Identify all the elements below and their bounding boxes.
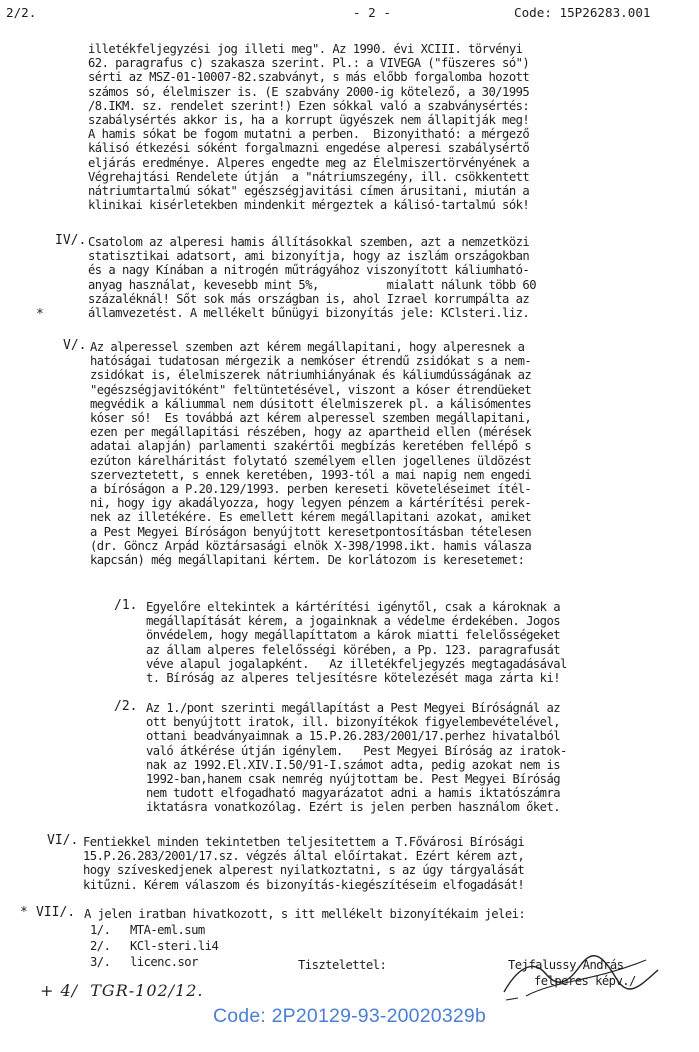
section-v-line: szerveztetett, s ennek keretében, 1993-tól a mai napig nem engedi [90, 467, 532, 482]
sub-2-line: ott benyújtott iratok, ill. bizonyítékok figyelembevételével, [146, 715, 561, 730]
section-iv-paragraph [88, 235, 536, 320]
section-vi-marker: VI/. [47, 833, 79, 848]
section-vi-line: Fentiekkel minden tekintetben teljesitettem a T.Fővárosi Bírósági [83, 835, 525, 849]
section-v-line: ezúton kárelháritást folytató személyem ellen jogellenes üldözést [90, 453, 532, 468]
sub-1-line: t. Bíróság az alperes teljesítésre kötelezését maga zárta ki! [146, 671, 561, 686]
document-code: Code: 15P26283.001 [514, 5, 651, 20]
attachment-number: 2/. [90, 939, 111, 953]
intro-line: A hamis sókat be fogom mutatni a perben. Bizonyitható: a mérgező [88, 127, 530, 142]
section-v-line: zsidókat is, élelmiszerek nátriumhiányának és káliumdússágának az [90, 368, 532, 383]
section-iv-line: Csatolom az alperesi hamis állításokkal szemben, azt a nemzetközi [88, 235, 530, 249]
sub-1-line: megállapítását kérem, a jogainknak a védelme érdekében. Jogos [146, 614, 561, 629]
section-iv-line: százaléknál! Sőt sok más országban is, ahol Izrael korrumpálta az [88, 291, 530, 306]
handwritten-signature [496, 952, 666, 1002]
sub-2-line: iktatásra vonatkozólag. Ezért is jelen perben használom őket. [146, 800, 561, 815]
sub-1-line: az állam alperes felelősségi körében, a Pp. 123. paragrafusát [146, 642, 561, 657]
section-v-line: ezen per megállapitási részében, hogy az apartheid ellen (mérések [90, 425, 532, 440]
intro-line: szabálysértés akkor is, ha a korrupt ügyészek nem állapitják meg! [88, 113, 530, 128]
page-center-number: - 2 - [353, 5, 391, 20]
section-iv-star: * [36, 307, 44, 322]
section-v-line: a Pest Megyei Bíróságon benyújtott keresetpontosításban tételesen [90, 524, 532, 539]
footer-code: Code: 2P20129-93-20020329b [212, 1005, 486, 1027]
sub-1-paragraph [146, 600, 567, 685]
section-v-line: kapcsán) még megállapitani kértem. De korlátozom is keresetemet: [90, 553, 525, 568]
intro-line: kálisó étkezési sóként forgalmazni engedése alperesi szabálysértő [88, 141, 530, 156]
page-number: 2/2. [6, 5, 37, 20]
attachment-label: licenc.sor [130, 955, 198, 969]
sub-2-marker: /2. [114, 699, 138, 714]
sub-2-line: Az 1./pont szerinti megállapítást a Pest Megyei Bíróságnál az [146, 701, 561, 715]
attachment-label: MTA-eml.sum [130, 923, 205, 937]
sub-1-line: önvédelem, hogy megállapíttatom a károk miatti felelősségeket [146, 628, 561, 643]
intro-line: számos só, élelmiszer is. (E szabvány 2000-ig kötelező, a 30/1995 [88, 84, 530, 99]
sub-2-line: ottani beadványaimnak a 15.P.26.283/2001/17.perhez hivatalból [146, 729, 561, 744]
section-iv-line: államvezetést. A mellékelt bűnügyi bizonyítás jele: KClsteri.liz. [88, 306, 530, 321]
section-iv-line: statisztikai adatsort, ami bizonyítja, hogy az iszlám országokban [88, 249, 530, 264]
attachment-number: 3/. [90, 955, 111, 969]
sub-2-line: való átkérése útján igénylem. Pest Megyei Bíróság az iratok- [146, 743, 567, 758]
signature-role: felperes képv./ [534, 974, 636, 988]
intro-line: /8.IKM. sz. rendelet szerint!) Ezen sókkal való a szabványsértés: [88, 98, 530, 113]
intro-line: 62. paragrafus c) szakasza szerint. Pl.: a VIVEGA ("füszeres só") [88, 56, 530, 71]
section-vi-paragraph [83, 835, 524, 892]
section-iv-line: anyag használat, kevesebb mint 5%, mialatt nálunk több 60 [88, 277, 536, 292]
intro-line: sérti az MSZ-01-10007-82.szabványt, s más előbb forgalomba hozott [88, 70, 530, 85]
intro-line: klinikai kisérletekben mindenkit mérgeztek a kálisó-tartalmú sók! [88, 198, 530, 213]
section-v-line: ni, hogy igy akadályozza, hogy legyen pénzem a kártérítési perek- [90, 496, 532, 511]
section-vi-line: hogy szíveskedjenek alperest nyilatkoztatni, s az úgy tárgyalását [83, 863, 525, 878]
intro-line: illetékfeljegyzési jog illeti meg". Az 1990. évi XCIII. törvényi [88, 42, 523, 56]
sub-1-line: véve alapul jogalapként. Az illetékfeljegyzés megtagadásával [146, 656, 567, 671]
section-iv-marker: IV/. [55, 233, 87, 248]
section-v-line: (dr. Göncz Arpád köztársasági elnök X-398/1998.ikt. hamis válasza [90, 538, 532, 553]
sub-1-marker: /1. [114, 598, 138, 613]
section-v-line: kóser só! Es továbbá azt kérem alperessel szemben megállapitani, [90, 411, 532, 426]
section-v-marker: V/. [63, 338, 87, 353]
intro-paragraph [88, 42, 529, 212]
sub-1-line: Egyelőre eltekintek a kártérítési igénytől, csak a károknak a [146, 600, 561, 614]
intro-line: eljárás eredménye. Alperes engedte meg az Élelmiszertörvényének a [88, 155, 530, 170]
section-vii-star: * [20, 905, 28, 920]
closing-greeting: Tisztelettel: [298, 958, 387, 972]
section-v-line: megvédik a káliummal nem dúsitott élelmiszerek pl. a kálisómentes [90, 396, 532, 411]
handwritten-note: + 4/ TGR-102/12. [40, 981, 204, 1000]
intro-line: Végrehajtási Rendelete útján a "nátriumszegény, ill. csökkentett [88, 169, 530, 184]
intro-line: nátriumtartalmú sókat" egészségjavitási címen árusitani, miután a [88, 184, 530, 199]
section-vi-line: kitűzni. Kérem válaszom és bizonyítás-kiegészítéseim elfogadását! [83, 877, 525, 892]
attachment-label: KCl-steri.li4 [130, 939, 219, 953]
signature-name: Tejfalussy András [508, 958, 624, 972]
section-v-paragraph [90, 340, 531, 567]
sub-2-line: nem tudott elfogadható magyarázatot adni a hamis iktatószámra [146, 786, 561, 801]
section-v-line: "egészségjavitóként" feltüntetésével, viszont a kóser étrendüeket [90, 382, 532, 397]
section-v-line: Az alperessel szemben azt kérem megállapitani, hogy alperesnek a [90, 340, 525, 354]
section-v-line: hatóságai tudatosan mérgezik a nemkóser étrendű zsidókat s a nem- [90, 354, 532, 369]
sub-2-line: 1992-ban,hanem csak nemrég nyújtottam be. Pest Megyei Bíróság [146, 772, 561, 787]
section-vii-heading: A jelen iratban hivatkozott, s itt mellékelt bizonyítékaim jelei: [84, 907, 526, 921]
sub-2-line: nak az 1992.El.XIV.I.50/91-I.számot adta, pedig azokat nem is [146, 757, 561, 772]
section-vii-marker: VII/. [36, 905, 76, 920]
section-iv-line: és a nagy Kínában a nitrogén műtrágyához viszonyított káliumható- [88, 263, 530, 278]
attachment-number: 1/. [90, 923, 111, 937]
section-v-line: adatai alapján) parlamenti szakértői megbízás keretében fellépő s [90, 439, 532, 454]
sub-2-paragraph [146, 701, 567, 815]
section-v-line: a bíróságon a P.20.129/1993. perben kereseti követeléseimet ítél- [90, 482, 532, 497]
section-vi-line: 15.P.26.283/2001/17.sz. végzés által előírtakat. Ezért kérem azt, [83, 849, 525, 864]
section-v-line: nek az illetékére. Es emellett kérem megállapitani azokat, amiket [90, 510, 532, 525]
